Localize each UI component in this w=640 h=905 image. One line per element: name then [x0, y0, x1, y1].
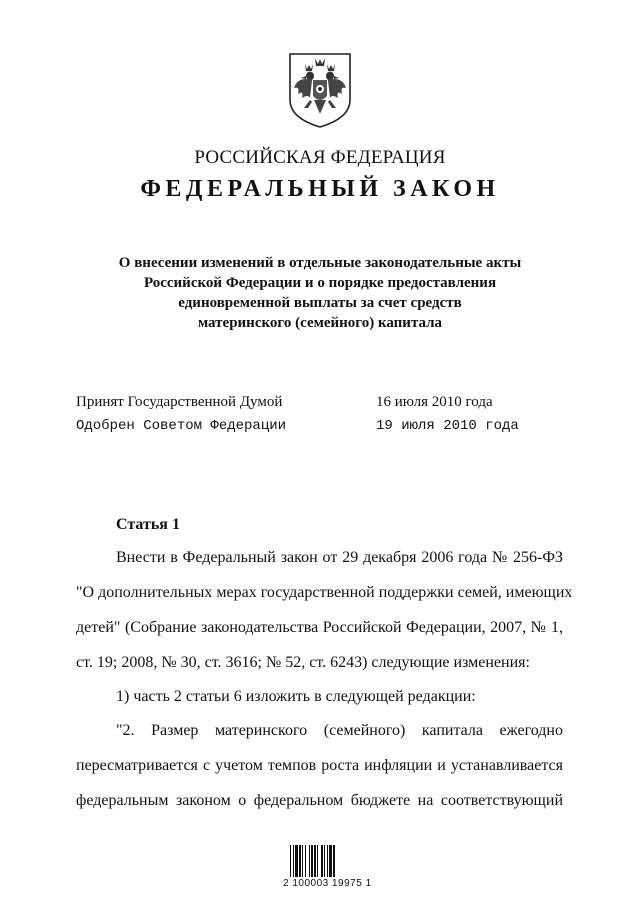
coat-of-arms-icon — [286, 50, 354, 130]
law-title-line: материнского (семейного) капитала — [197, 315, 443, 331]
article-text-line: пересматривается с учетом темпов роста инфляции и устанавливается — [76, 757, 563, 774]
country-heading: РОССИЙСКАЯ ФЕДЕРАЦИЯ — [194, 147, 446, 168]
law-type-heading: ФЕДЕРАЛЬНЫЙ ЗАКОН — [140, 176, 500, 202]
article-text-line: федеральным законом о федеральном бюджете на соответствующий — [76, 792, 563, 809]
article-text-line: ст. 19; 2008, № 30, ст. 3616; № 52, ст. 6243) следующие изменения: — [76, 654, 530, 671]
article-heading: Статья 1 — [116, 516, 180, 533]
article-text-line: "О дополнительных мерах государственной поддержки семей, имеющих — [76, 584, 573, 601]
barcode-icon — [289, 845, 351, 881]
approved-date: 19 июля 2010 года — [376, 418, 519, 434]
article-text-line: "2. Размер материнского (семейного) капитала ежегодно — [116, 722, 563, 739]
law-title-line: О внесении изменений в отдельные законодательные акты — [118, 255, 522, 271]
adopted-date: 16 июля 2010 года — [376, 394, 493, 410]
article-text-line: детей" (Собрание законодательства Российской Федерации, 2007, № 1, — [76, 619, 563, 636]
law-title-line: Российской Федерации и о порядке предоставления — [143, 275, 497, 291]
law-title-line: единовременной выплаты за счет средств — [178, 295, 462, 311]
approved-by-council-label: Одобрен Советом Федерации — [76, 418, 287, 434]
article-text-line: Внести в Федеральный закон от 29 декабря 2006 года № 256-ФЗ — [116, 549, 563, 566]
adopted-by-duma-label: Принят Государственной Думой — [76, 394, 283, 410]
article-text-line: 1) часть 2 статьи 6 изложить в следующей редакции: — [116, 688, 476, 705]
law-title — [0, 253, 640, 333]
barcode-number: 2 100003 19975 1 — [283, 878, 372, 889]
